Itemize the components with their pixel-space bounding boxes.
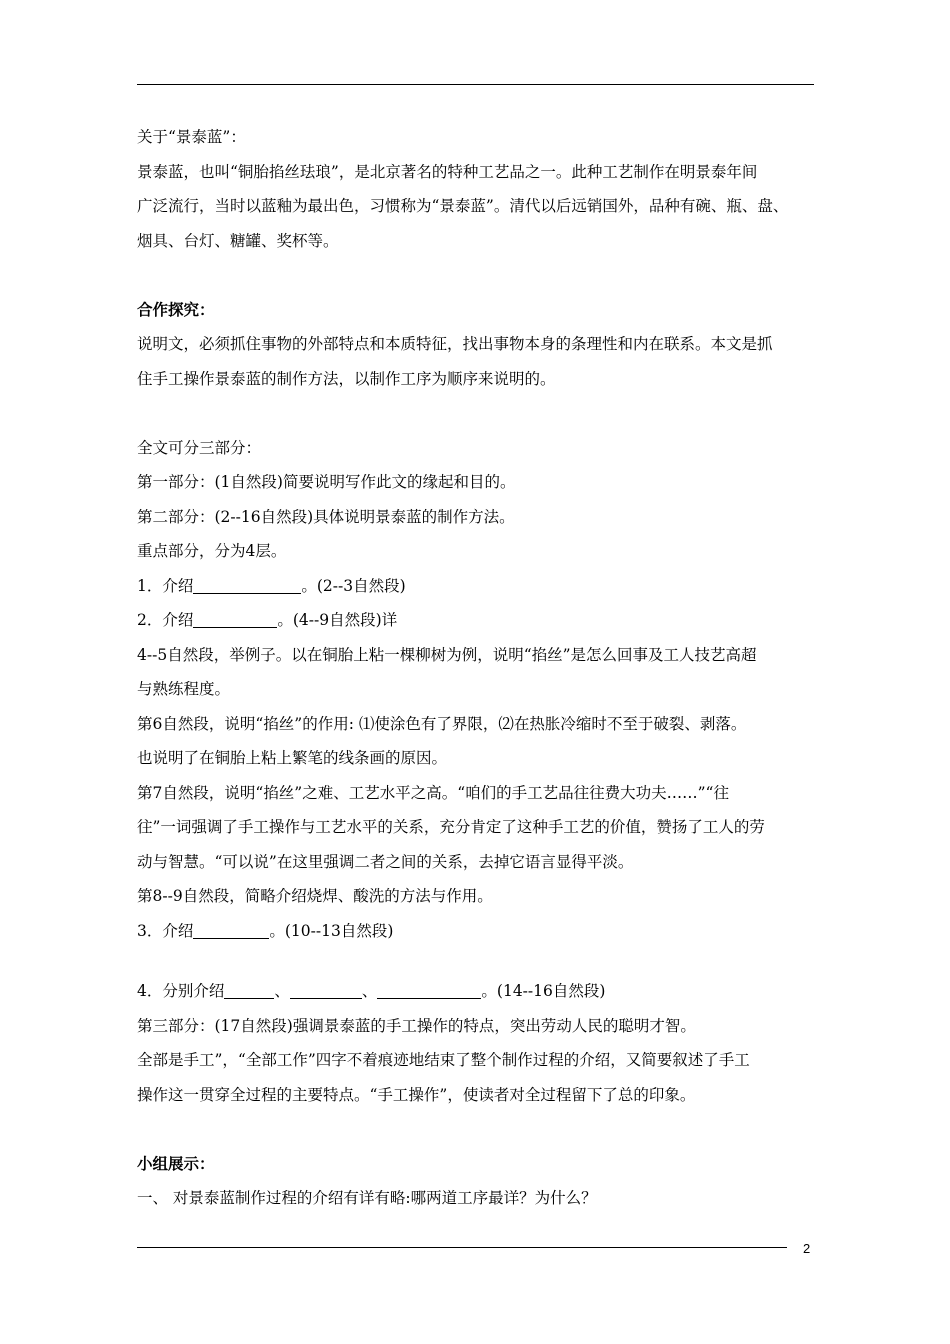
cooperate-title: 合作探究： (137, 299, 215, 319)
footer-rule (137, 1247, 787, 1248)
item-4-blank-3[interactable] (377, 980, 481, 999)
para45-line-1: 4--5自然段，举例子。以在铜胎上粘一棵柳树为例，说明“掐丝”是怎么回事及工人技艺高超 (137, 645, 757, 664)
item-2 (137, 603, 817, 638)
para6-line-2: 也说明了在铜胎上粘上繁笔的线条画的原因。 (137, 749, 448, 767)
item-3 (137, 914, 817, 949)
about-line-1: 景泰蓝，也叫“铜胎掐丝珐琅”，是北京著名的特种工艺品之一。此种工艺制作在明景泰年间 (137, 162, 758, 181)
item-2-prefix: 2．介绍 (137, 611, 194, 629)
item-4-prefix: 4．分别介绍 (137, 982, 225, 1000)
page-number: 2 (803, 1241, 811, 1256)
about-line-2: 广泛流行，当时以蓝釉为最出色，习惯称为“景泰蓝”。清代以后远销国外，品种有碗、瓶、盘、 (137, 197, 789, 215)
item-4 (137, 974, 817, 1009)
item-4-suffix: 。(14--16自然段) (481, 982, 606, 1000)
para7-line-2: 往”一词强调了手工操作与工艺水平的关系，充分肯定了这种手工艺的价值，赞扬了工人的劳 (137, 818, 765, 836)
summary-line-1: 全部是手工”，“全部工作”四字不着痕迹地结束了整个制作过程的介绍，又简要叙述了手工 (137, 1051, 750, 1069)
item-3-prefix: 3．介绍 (137, 921, 194, 940)
about-title: 关于“景泰蓝”： (137, 128, 246, 146)
group-title: 小组展示： (137, 1153, 215, 1173)
cooperate-line-2: 住手工操作景泰蓝的制作方法，以制作工序为顺序来说明的。 (137, 369, 556, 388)
item-1-suffix: 。(2--3自然段) (301, 576, 406, 595)
item-2-blank[interactable] (193, 609, 277, 628)
structure-intro: 全文可分三部分： (137, 438, 262, 457)
item-3-suffix: 。(10--13自然段) (269, 921, 394, 940)
item-1-blank[interactable] (193, 575, 301, 594)
item-1-prefix: 1．介绍 (137, 576, 194, 595)
about-line-3: 烟具、台灯、糖罐、奖杯等。 (137, 231, 339, 250)
para89-text: 第8--9自然段，简略介绍烧焊、酸洗的方法与作用。 (137, 887, 493, 905)
para45-line-2: 与熟练程度。 (137, 680, 231, 698)
item-4-blank-2[interactable] (290, 980, 362, 999)
cooperate-line-1: 说明文，必须抓住事物的外部特点和本质特征，找出事物本身的条理性和内在联系。本文是抓 (137, 335, 773, 353)
header-rule (137, 84, 814, 85)
summary-line-2: 操作这一贯穿全过程的主要特点。“手工操作”，使读者对全过程留下了总的印象。 (137, 1085, 696, 1104)
part1-text: 第一部分：(1自然段)简要说明写作此文的缘起和目的。 (137, 473, 516, 491)
item-4-sep-2: 、 (361, 982, 378, 1000)
focus-text: 重点部分，分为4层。 (137, 542, 287, 560)
para6-line-1: 第6自然段，说明“掐丝”的作用: ⑴使涂色有了界限，⑵在热胀冷缩时不至于破裂、剥落。 (137, 714, 747, 733)
item-1 (137, 569, 817, 604)
part2-text: 第二部分：(2--16自然段)具体说明景泰蓝的制作方法。 (137, 507, 515, 526)
item-2-suffix: 。(4--9自然段)详 (277, 611, 398, 629)
document-body (137, 120, 817, 1216)
para7-line-3: 动与智慧。“可以说”在这里强调二者之间的关系，去掉它语言显得平淡。 (137, 852, 634, 871)
group-question-1: 一、 对景泰蓝制作过程的介绍有详有略:哪两道工序最详？为什么？ (137, 1189, 597, 1207)
para7-line-1: 第7自然段，说明“掐丝”之难、工艺水平之高。“咱们的手工艺品往往费大功夫……”“往 (137, 783, 729, 802)
item-4-sep-1: 、 (274, 982, 290, 1000)
item-4-blank-1[interactable] (224, 980, 274, 999)
part3-text: 第三部分：(17自然段)强调景泰蓝的手工操作的特点，突出劳动人民的聪明才智。 (137, 1016, 696, 1035)
item-3-blank[interactable] (193, 920, 269, 939)
